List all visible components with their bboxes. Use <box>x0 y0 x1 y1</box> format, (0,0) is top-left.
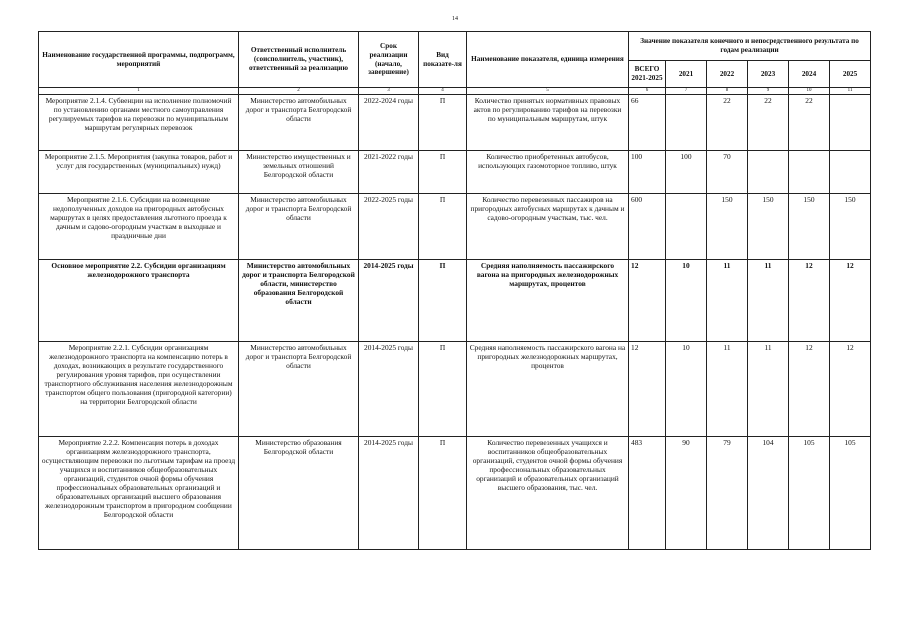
header-year: 2021 <box>666 61 707 88</box>
row-value-2024: 105 <box>789 437 830 550</box>
row-value-2025 <box>830 95 871 151</box>
row-indicator: Количество перевезенных пассажиров на пригородных автобусных маршрутах к дачным и садово-огородным участкам, тыс. чел. <box>467 194 629 260</box>
row-kind: П <box>419 437 467 550</box>
row-term: 2021-2022 годы <box>359 151 419 194</box>
column-number: 6 <box>629 88 666 95</box>
row-total: 600 <box>629 194 666 260</box>
row-executor: Министерство автомобильных дорог и транспорта Белгородской области <box>239 342 359 437</box>
row-name: Основное мероприятие 2.2. Субсидии организациям железнодорожного транспорта <box>39 260 239 342</box>
row-indicator: Количество приобретенных автобусов, использующих газомоторное топливо, штук <box>467 151 629 194</box>
row-value-2022: 79 <box>707 437 748 550</box>
row-executor: Министерство образования Белгородской области <box>239 437 359 550</box>
header-row <box>39 32 871 61</box>
row-value-2022: 11 <box>707 260 748 342</box>
row-name: Мероприятие 2.1.4. Субвенции на исполнение полномочий по установлению органами местного самоуправления регулируемых тарифов на перевозки по муниципальным маршрутам регулярных перевозок <box>39 95 239 151</box>
header-total: ВСЕГО 2021-2025 <box>629 61 666 88</box>
row-value-2023: 22 <box>748 95 789 151</box>
row-value-2025: 12 <box>830 260 871 342</box>
row-executor: Министерство автомобильных дорог и транспорта Белгородской области <box>239 95 359 151</box>
table-row <box>39 260 871 342</box>
column-number: 7 <box>666 88 707 95</box>
row-value-2024: 150 <box>789 194 830 260</box>
row-value-2024: 22 <box>789 95 830 151</box>
header-values-group: Значение показателя конечного и непосредственного результата по годам реализации <box>629 32 871 61</box>
header-year: 2025 <box>830 61 871 88</box>
column-number: 9 <box>748 88 789 95</box>
row-value-2023: 11 <box>748 260 789 342</box>
column-number: 1 <box>39 88 239 95</box>
row-kind: П <box>419 95 467 151</box>
row-value-2025: 150 <box>830 194 871 260</box>
row-indicator: Средняя наполняемость пассажирского вагона на пригородных железнодорожных маршрутах, процентов <box>467 260 629 342</box>
row-value-2021: 10 <box>666 342 707 437</box>
row-executor: Министерство имущественных и земельных отношений Белгородской области <box>239 151 359 194</box>
row-indicator: Средняя наполняемость пассажирского вагона на пригородных железнодорожных маршрутах, процентов <box>467 342 629 437</box>
row-value-2023: 11 <box>748 342 789 437</box>
row-value-2022: 22 <box>707 95 748 151</box>
header-year: 2023 <box>748 61 789 88</box>
row-value-2025: 105 <box>830 437 871 550</box>
row-value-2024 <box>789 151 830 194</box>
table-row <box>39 151 871 194</box>
row-total: 12 <box>629 260 666 342</box>
row-total: 483 <box>629 437 666 550</box>
header-indicator: Наименование показателя, единица измерения <box>467 32 629 88</box>
header-year: 2024 <box>789 61 830 88</box>
row-executor: Министерство автомобильных дорог и транспорта Белгородской области <box>239 194 359 260</box>
row-value-2022: 70 <box>707 151 748 194</box>
row-value-2025: 12 <box>830 342 871 437</box>
row-name: Мероприятие 2.1.6. Субсидии на возмещение недополученных доходов на пригородных автобусных маршрутах в целях предоставления льготного проезда к дачным и садово-огородным участкам в выходные и праздничные дни <box>39 194 239 260</box>
row-kind: П <box>419 342 467 437</box>
table-row <box>39 194 871 260</box>
column-number: 2 <box>239 88 359 95</box>
header-year: 2022 <box>707 61 748 88</box>
row-term: 2014-2025 годы <box>359 342 419 437</box>
column-number: 11 <box>830 88 871 95</box>
row-kind: П <box>419 260 467 342</box>
row-term: 2022-2025 годы <box>359 194 419 260</box>
row-total: 12 <box>629 342 666 437</box>
row-value-2023: 104 <box>748 437 789 550</box>
row-value-2021 <box>666 95 707 151</box>
table-row <box>39 437 871 550</box>
row-executor: Министерство автомобильных дорог и транспорта Белгородской области, министерство образования Белгородской области <box>239 260 359 342</box>
row-term: 2022-2024 годы <box>359 95 419 151</box>
column-number: 3 <box>359 88 419 95</box>
row-value-2022: 11 <box>707 342 748 437</box>
row-indicator: Количество перевезенных учащихся и воспитанников общеобразовательных организаций, студентов очной формы обучения профессиональных образовательных организаций и образовательных организаций высшего образования, тыс. чел. <box>467 437 629 550</box>
row-value-2025 <box>830 151 871 194</box>
header-name: Наименование государственной программы, подпрограмм, мероприятий <box>39 32 239 88</box>
row-kind: П <box>419 194 467 260</box>
row-value-2021: 90 <box>666 437 707 550</box>
row-name: Мероприятие 2.2.1. Субсидии организациям железнодорожного транспорта на компенсацию потерь в доходах, возникающих в результате государственного регулирования уровня тарифов, при осуществлении транспортного обслуживания населения железнодорожным транспортом общего пользования (пригородной категории) на территории Белгородской области <box>39 342 239 437</box>
row-value-2024: 12 <box>789 342 830 437</box>
column-number: 10 <box>789 88 830 95</box>
row-value-2021: 100 <box>666 151 707 194</box>
row-value-2024: 12 <box>789 260 830 342</box>
program-indicators-table <box>38 31 871 550</box>
header-term: Срок реализации (начало, завершение) <box>359 32 419 88</box>
row-indicator: Количество принятых нормативных правовых актов по регулированию тарифов на перевозки по муниципальным маршрутам, штук <box>467 95 629 151</box>
column-number: 5 <box>467 88 629 95</box>
row-total: 66 <box>629 95 666 151</box>
row-name: Мероприятие 2.2.2. Компенсация потерь в доходах организациям железнодорожного транспорта, осуществляющим перевозки по льготным тарифам на проезд учащихся и воспитанников общеобразовательных организаций, студентов очной формы обучения профессиональных образовательных организаций и образовательных организаций высшего образования железнодорожным транспортом в пригородном сообщении Белгородской области <box>39 437 239 550</box>
row-value-2023: 150 <box>748 194 789 260</box>
row-name: Мероприятие 2.1.5. Мероприятия (закупка товаров, работ и услуг для государственных (муниципальных) нужд) <box>39 151 239 194</box>
header-executor: Ответственный исполнитель (соисполнитель, участник), ответственный за реализацию <box>239 32 359 88</box>
row-total: 100 <box>629 151 666 194</box>
row-value-2021: 10 <box>666 260 707 342</box>
row-kind: П <box>419 151 467 194</box>
row-value-2023 <box>748 151 789 194</box>
column-number-row <box>39 88 871 95</box>
page-number: 14 <box>452 16 458 22</box>
table-row <box>39 342 871 437</box>
row-value-2022: 150 <box>707 194 748 260</box>
header-kind: Вид показате-ля <box>419 32 467 88</box>
row-value-2021 <box>666 194 707 260</box>
row-term: 2014-2025 годы <box>359 260 419 342</box>
column-number: 4 <box>419 88 467 95</box>
column-number: 8 <box>707 88 748 95</box>
row-term: 2014-2025 годы <box>359 437 419 550</box>
table-row <box>39 95 871 151</box>
